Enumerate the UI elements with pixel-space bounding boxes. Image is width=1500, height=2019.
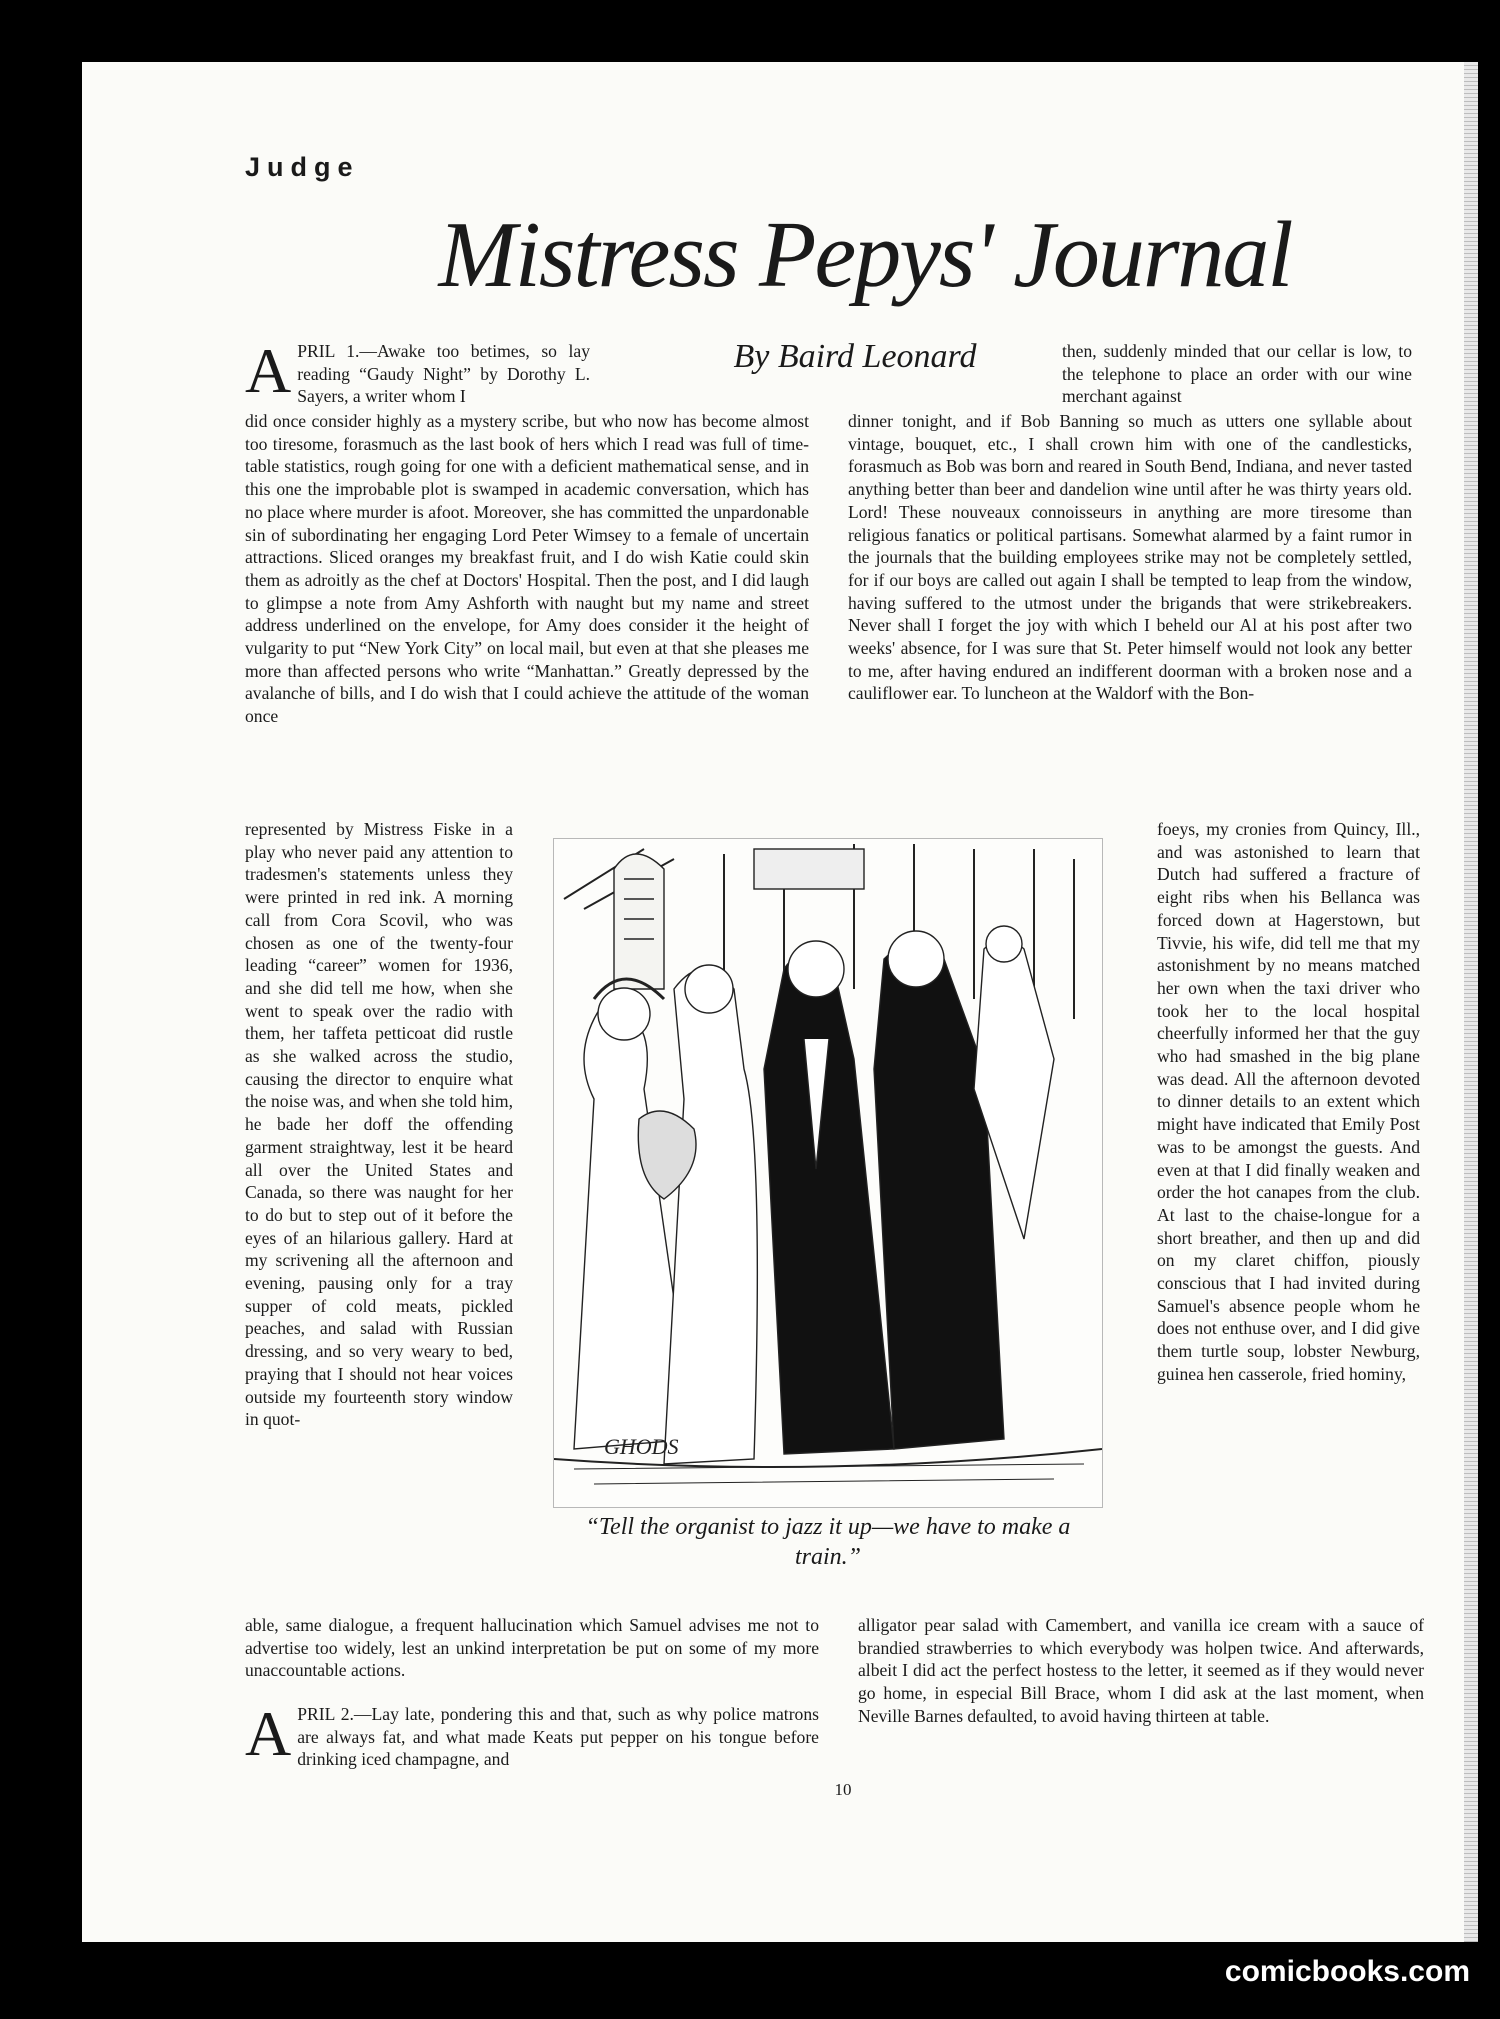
col1-body: did once consider highly as a mystery scribe, but who now has become almost too tiresome, forasmuch as the last book of hers which I read was full of time-table statistics, rough going for one with a deficient mathematical sense, and in this one the improbable plot is swamped in academic conversation, which has no place where murder is afoot. Moreover, she has committed the unpardonable sin of subordinating her engaging Lord Peter Wimsey to a female of uncertain attractions. Sliced oranges my breakfast fruit, and I do wish Katie could skin them as adroitly as the chef at Doctors' Hospital. Then the post, and I did laugh to glimpse a note from Amy Ashforth with naught but my name and street address underlined on the envelope, for Amy does consider it the height of vulgarity to put “New York City” on local mail, but even at that she pleases me more than affected persons who write “Manhattan.” Greatly depressed by the avalanche of bills, and I do wish that I could achieve the attitude of the woman once <box>245 411 809 727</box>
page-number: 10 <box>834 1780 852 1799</box>
dropcap-april2: A <box>245 1703 292 1769</box>
col2-body: dinner tonight, and if Bob Banning so much as utters one syllable about vintage, bouquet, etc., I shall crown him with one of the candlesticks, forasmuch as Bob was born and reared in South Bend, Indiana, and never tasted anything better than beer and dandelion wine until after he was thirty years old. Lord! These nouveaux connoisseurs in anything are more tiresome than religious fanatics or political partisans. Somewhat alarmed by a faint rumor in the journals that the building employees strike may not be completely settled, for if our boys are called out again I shall be tempted to leap from the window, having suffered to the utmost under the brigands that were strikebreakers. Never shall I forget the joy with which I beheld our Al at his post after two weeks' absence, for I was sure that St. Peter himself would not look any better to me, after having endured an indifferent doorman with a broken nose and a cauliflower ear. To luncheon at the Waldorf with the Bon- <box>848 411 1412 704</box>
cartoon-illustration <box>553 838 1103 1508</box>
article-title: Mistress Pepys' Journal <box>438 203 1292 307</box>
artist-signature: GHODS <box>604 1434 679 1459</box>
cartoon-caption: “Tell the organist to jazz it up—we have to make a train.” <box>585 1514 1071 1570</box>
page-edges <box>1464 62 1478 1942</box>
col1-bottom: able, same dialogue, a frequent hallucination which Samuel advises me not to advertise too widely, lest an unkind interpretation be put on some of my more unaccountable actions. <box>245 1615 819 1681</box>
article-byline: By Baird Leonard <box>733 338 977 375</box>
col2-head: then, suddenly minded that our cellar is low, to the telephone to place an order with our wine merchant against <box>1062 341 1412 407</box>
col1-april2 <box>245 1703 819 1775</box>
dropcap-april1: A <box>245 340 292 406</box>
col1-narrow: represented by Mistress Fiske in a play who never paid any attention to tradesmen's statements unless they were printed in red ink. A morning call from Cora Scovil, who was chosen as one of the twenty-four leading “career” women for 1936, and she did tell me how, when she went to speak over the radio with them, her taffeta petticoat did rustle as she walked across the studio, causing the director to enquire what the noise was, and when she told him, he bade her doff the offending garment straightway, lest it be heard all over the United States and Canada, so there was naught for her to do but to step out of it before the eyes of an hilarious gallery. Hard at my scrivening all the afternoon and evening, pausing only for a tray supper of cold meats, pickled peaches, and salad with Russian dressing, and so very weary to bed, praying that I should not hear voices outside my fourteenth story window in quot- <box>245 819 513 1430</box>
wedding-cartoon-drawing <box>554 839 1102 1507</box>
col2-bottom: alligator pear salad with Camembert, and vanilla ice cream with a sauce of brandied strawberries to which everybody was holpen twice. And afterwards, albeit I did act the perfect hostess to the letter, it seemed as if they would never go home, in especial Bill Brace, whom I did ask at the last moment, when Neville Barnes defaulted, to avoid having thirteen at table. <box>858 1615 1424 1726</box>
col2-narrow: foeys, my cronies from Quincy, Ill., and was astonished to learn that Dutch had suffered a fracture of eight ribs when his Bellanca was forced down at Hagerstown, but Tivvie, his wife, did tell me that my astonishment by no means matched her own when the taxi driver who took her to the local hospital cheerfully informed her that the guy who had smashed in the big plane was dead. All the afternoon devoted to dinner details to an extent which might have indicated that Emily Post was to be amongst the guests. And even at that I did finally weaken and order the hot canapes from the club. At last to the chaise-longue for a short breather, and then up and did on my claret chiffon, piously conscious that I had invited during Samuel's absence people whom he does not enthuse over, and I did give them turtle soup, lobster Newburg, guinea hen casserole, fried hominy, <box>1157 819 1420 1384</box>
col1-april2-text: PRIL 2.—Lay late, pondering this and that, such as why police matrons are always fat, and what made Keats put pepper on his tongue before drinking iced champagne, and <box>297 1704 819 1770</box>
site-watermark: comicbooks.com <box>1224 1955 1470 1988</box>
magazine-name: Judge <box>245 152 360 182</box>
col1-head-text: PRIL 1.—Awake too betimes, so lay reading “Gaudy Night” by Dorothy L. Sayers, a writer whom I <box>297 341 590 407</box>
col1-head <box>245 340 590 410</box>
